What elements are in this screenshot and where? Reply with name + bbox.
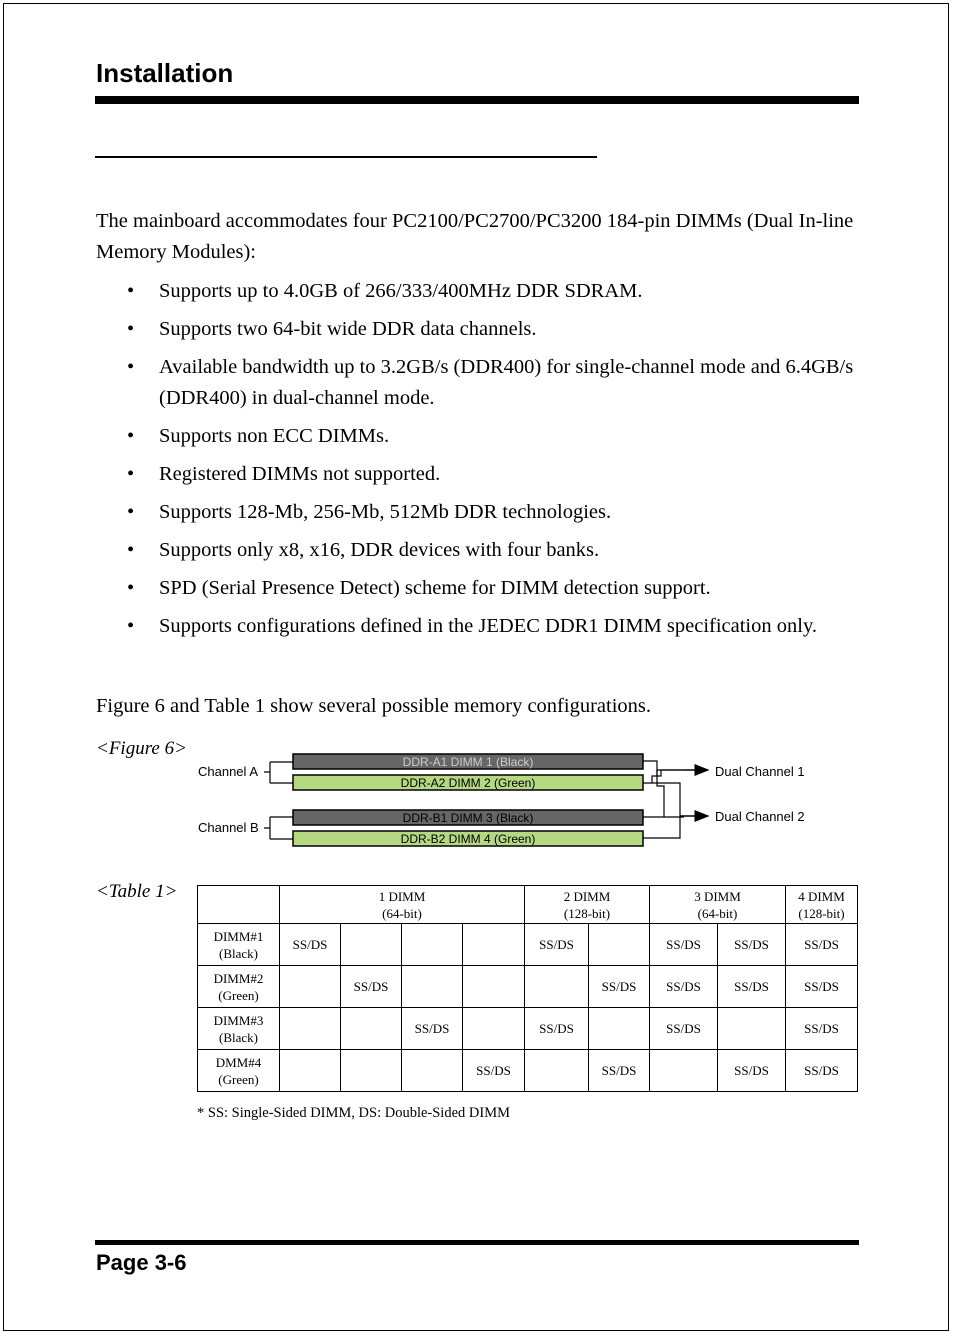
- table-cell: [280, 1008, 341, 1050]
- route-slot2: [643, 770, 684, 783]
- dimm-slot-b2-label: DDR-B2 DIMM 4 (Green): [400, 832, 536, 846]
- table-cell: SS/DS: [280, 924, 341, 966]
- bullet-icon: •: [127, 539, 135, 561]
- table-cell: SS/DS: [786, 966, 858, 1008]
- table-row: [198, 1008, 858, 1050]
- table-cell: SS/DS: [525, 924, 589, 966]
- bullet-icon: •: [127, 280, 135, 302]
- dual-channel-2-label: Dual Channel 2: [715, 809, 805, 824]
- table-cell: [525, 1050, 589, 1092]
- channel-b-label: Channel B: [198, 820, 259, 835]
- list-item: • Available bandwidth up to 3.2GB/s (DDR400) for single-channel mode and 6.4GB/s (DDR400) in dual-channel mode.: [96, 352, 866, 414]
- table-cell: [280, 1050, 341, 1092]
- table-row: [198, 924, 858, 966]
- table-cell: SS/DS: [718, 924, 786, 966]
- list-item: • Registered DIMMs not supported.: [96, 459, 866, 490]
- table-row: [198, 1050, 858, 1092]
- table-cell: SS/DS: [786, 924, 858, 966]
- channel-a-bracket: [264, 762, 293, 783]
- subheading-rule: [95, 156, 597, 158]
- channel-a-label: Channel A: [198, 764, 258, 779]
- feature-list: [96, 276, 866, 649]
- section-title: Installation: [96, 58, 234, 88]
- bullet-icon: •: [127, 501, 135, 523]
- table-cell: SS/DS: [718, 1050, 786, 1092]
- memory-config-table: [197, 885, 858, 1092]
- header-3-dimm: 3 DIMM (64-bit): [650, 886, 786, 924]
- row-label-dimm2: DIMM#2 (Green): [198, 966, 280, 1008]
- table-cell: [341, 1050, 402, 1092]
- table-caption: <Table 1>: [96, 881, 178, 902]
- table-corner-cell: [198, 886, 280, 924]
- table-cell: [463, 1008, 525, 1050]
- table-cell: [525, 966, 589, 1008]
- table-row: [198, 966, 858, 1008]
- row-label-dimm3: DIMM#3 (Black): [198, 1008, 280, 1050]
- header-2-dimm: 2 DIMM (128-bit): [525, 886, 650, 924]
- row-label-dimm4: DMM#4 (Green): [198, 1050, 280, 1092]
- table-header-row: [198, 886, 858, 924]
- table-cell: [589, 924, 650, 966]
- table-cell: [463, 966, 525, 1008]
- bullet-icon: •: [127, 615, 135, 637]
- table-cell: [589, 1008, 650, 1050]
- table-cell: [280, 966, 341, 1008]
- figure-reference-text: Figure 6 and Table 1 show several possible memory configurations.: [96, 695, 651, 717]
- table-cell: SS/DS: [525, 1008, 589, 1050]
- list-item: • SPD (Serial Presence Detect) scheme for DIMM detection support.: [96, 573, 866, 604]
- dimm-slot-b1-label: DDR-B1 DIMM 3 (Black): [402, 811, 534, 825]
- bullet-icon: •: [127, 318, 135, 340]
- channel-b-bracket: [264, 817, 293, 839]
- table-cell: SS/DS: [402, 1008, 463, 1050]
- page-number: Page 3-6: [96, 1250, 187, 1275]
- table-cell: SS/DS: [589, 1050, 650, 1092]
- list-item: • Supports configurations defined in the JEDEC DDR1 DIMM specification only.: [96, 611, 866, 642]
- route-slot3: [643, 776, 664, 817]
- dimm-slot-a2-label: DDR-A2 DIMM 2 (Green): [400, 776, 536, 790]
- table-cell: SS/DS: [650, 966, 718, 1008]
- table-cell: SS/DS: [786, 1008, 858, 1050]
- header-1-dimm: 1 DIMM (64-bit): [280, 886, 525, 924]
- table-footnote: * SS: Single-Sided DIMM, DS: Double-Sided DIMM: [197, 1105, 510, 1121]
- list-item: • Supports only x8, x16, DDR devices with four banks.: [96, 535, 866, 566]
- dimm-slot-diagram: [196, 748, 836, 852]
- table-cell: [463, 924, 525, 966]
- table-cell: SS/DS: [786, 1050, 858, 1092]
- bullet-icon: •: [127, 425, 135, 447]
- row-label-dimm1: DIMM#1 (Black): [198, 924, 280, 966]
- list-item: • Supports non ECC DIMMs.: [96, 421, 866, 452]
- page-border: [3, 3, 949, 1331]
- intro-paragraph: The mainboard accommodates four PC2100/PC2700/PC3200 184-pin DIMMs (Dual In-line Memory Modules):: [96, 210, 854, 263]
- list-item: • Supports two 64-bit wide DDR data channels.: [96, 314, 866, 345]
- table-cell: SS/DS: [718, 966, 786, 1008]
- table-cell: SS/DS: [589, 966, 650, 1008]
- table-cell: [402, 924, 463, 966]
- table-cell: SS/DS: [650, 1008, 718, 1050]
- bullet-icon: •: [127, 463, 135, 485]
- bullet-icon: •: [127, 356, 135, 378]
- dual-channel-1-label: Dual Channel 1: [715, 764, 805, 779]
- footer-rule: [95, 1240, 859, 1245]
- table-cell: [402, 1050, 463, 1092]
- table-cell: [341, 1008, 402, 1050]
- header-4-dimm: 4 DIMM (128-bit): [786, 886, 858, 924]
- table-cell: [402, 966, 463, 1008]
- list-item: • Supports up to 4.0GB of 266/333/400MHz DDR SDRAM.: [96, 276, 866, 307]
- dimm-slot-a1-label: DDR-A1 DIMM 1 (Black): [402, 755, 534, 769]
- route-slot1: [643, 761, 657, 776]
- figure-caption: <Figure 6>: [96, 738, 187, 759]
- route-slot4: [643, 783, 680, 838]
- table-cell: SS/DS: [341, 966, 402, 1008]
- list-item: • Supports 128-Mb, 256-Mb, 512Mb DDR technologies.: [96, 497, 866, 528]
- table-cell: [341, 924, 402, 966]
- table-cell: SS/DS: [463, 1050, 525, 1092]
- header-rule: [95, 96, 859, 104]
- table-cell: [650, 1050, 718, 1092]
- table-cell: SS/DS: [650, 924, 718, 966]
- table-cell: [718, 1008, 786, 1050]
- bullet-icon: •: [127, 577, 135, 599]
